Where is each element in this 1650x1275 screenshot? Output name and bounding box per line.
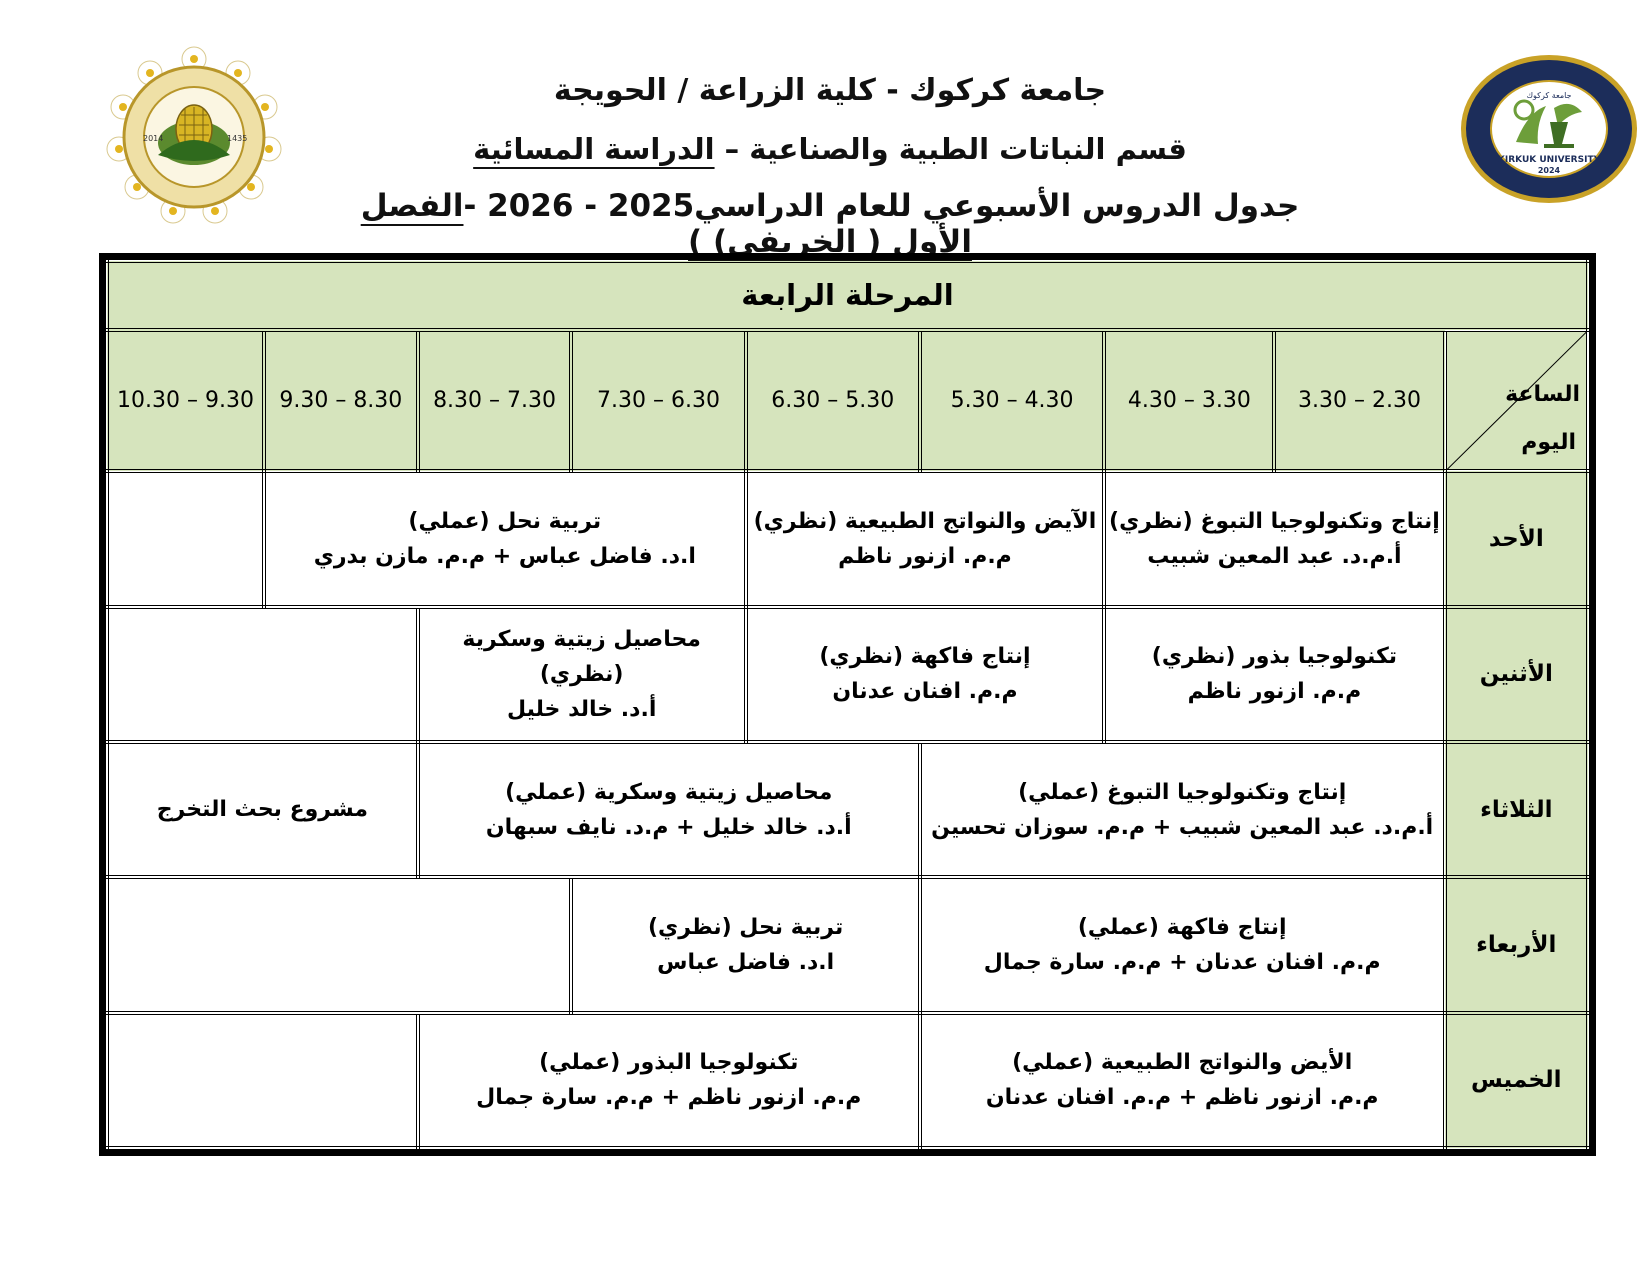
course-teacher: ا.د. فاضل عباس + م.م. مازن بدري bbox=[313, 543, 696, 569]
course-cell bbox=[920, 877, 1445, 1012]
course-cell bbox=[418, 1013, 920, 1148]
course-teacher: م.م. افنان عدنان bbox=[832, 679, 1018, 705]
empty-cell bbox=[107, 607, 418, 742]
course-cell bbox=[1104, 471, 1444, 606]
day-wednesday: الأربعاء bbox=[1445, 877, 1588, 1012]
day-tuesday: الثلاثاء bbox=[1445, 742, 1588, 877]
course-teacher: م.م. ازنور ناظم + م.م. سارة جمال bbox=[476, 1085, 862, 1111]
course-cell bbox=[418, 742, 920, 877]
seal-year-left: 2014 bbox=[143, 134, 164, 143]
course-title: تربية نحل (نظري) bbox=[648, 914, 844, 940]
stage-title: المرحلة الرابعة bbox=[107, 261, 1588, 330]
course-cell bbox=[107, 742, 418, 877]
course-cell bbox=[1104, 607, 1444, 742]
course-title: تكنولوجيا البذور (عملي) bbox=[539, 1050, 799, 1076]
time-slot: 5.30 – 4.30 bbox=[920, 330, 1104, 472]
college-seal-icon bbox=[1458, 52, 1640, 206]
department-seal-icon bbox=[103, 45, 285, 225]
course-title: إنتاج فاكهة (نظري) bbox=[819, 644, 1031, 670]
time-slot: 8.30 – 7.30 bbox=[418, 330, 572, 472]
seal-year-right: 1435 bbox=[227, 134, 248, 143]
day-monday: الأثنين bbox=[1445, 607, 1588, 742]
course-teacher: م.م. ازنور ناظم bbox=[838, 543, 1012, 569]
college-univ-ar: جامعة كركوك bbox=[1526, 91, 1572, 100]
college-univ-en: KIRKUK UNIVERSITY bbox=[1497, 155, 1601, 165]
time-slot: 6.30 – 5.30 bbox=[746, 330, 920, 472]
empty-cell bbox=[107, 1013, 418, 1148]
course-cell bbox=[746, 471, 1105, 606]
semester: الفصل الأول ( الخريفي) ) bbox=[360, 188, 972, 260]
course-title: الآيض والنواتج الطبيعية (نظري) bbox=[753, 508, 1097, 534]
empty-cell bbox=[107, 471, 264, 606]
course-cell bbox=[418, 607, 746, 742]
academic-year: جدول الدروس الأسبوعي للعام الدراسي2025 - 2026 - bbox=[463, 188, 1300, 224]
department-name: قسم النباتات الطبية والصناعية – bbox=[714, 132, 1187, 166]
time-slot: 9.30 – 8.30 bbox=[264, 330, 418, 472]
course-teacher: م.م. افنان عدنان + م.م. سارة جمال bbox=[983, 949, 1381, 975]
college-logo bbox=[1458, 52, 1640, 206]
course-cell bbox=[264, 471, 746, 606]
course-title: إنتاج وتكنولوجيا التبوغ (نظري) bbox=[1109, 508, 1440, 534]
course-title: تكنولوجيا بذور (نظري) bbox=[1151, 644, 1398, 670]
course-teacher: أ.د. خالد خليل bbox=[506, 696, 657, 722]
course-teacher: أ.م.د. عبد المعين شبيب bbox=[1147, 543, 1402, 569]
course-cell bbox=[920, 1013, 1445, 1148]
course-cell bbox=[746, 607, 1105, 742]
time-slot: 10.30 – 9.30 bbox=[107, 330, 264, 472]
study-type: الدراسة المسائية bbox=[473, 132, 715, 166]
course-cell bbox=[920, 742, 1445, 877]
empty-cell bbox=[107, 877, 571, 1012]
department-title bbox=[330, 132, 1330, 166]
department-logo bbox=[103, 45, 285, 225]
schedule-title bbox=[330, 188, 1330, 260]
corner-day-label: اليوم bbox=[1521, 430, 1576, 456]
course-title: محاصيل زيتية وسكرية bbox=[462, 626, 701, 652]
course-subtitle: (نظري) bbox=[539, 661, 624, 687]
day-sunday: الأحد bbox=[1445, 471, 1588, 606]
course-title: إنتاج وتكنولوجيا التبوغ (عملي) bbox=[1018, 779, 1347, 805]
time-slot: 3.30 – 2.30 bbox=[1274, 330, 1444, 472]
course-cell bbox=[571, 877, 919, 1012]
course-teacher: أ.م.د. عبد المعين شبيب + م.م. سوزان تحسين bbox=[931, 814, 1434, 840]
course-title: مشروع بحث التخرج bbox=[156, 797, 368, 823]
course-teacher: م.م. ازنور ناظم + م.م. افنان عدنان bbox=[985, 1085, 1379, 1111]
course-teacher: م.م. ازنور ناظم bbox=[1187, 679, 1362, 705]
college-year: 2024 bbox=[1537, 166, 1561, 175]
corner-header bbox=[1445, 330, 1588, 472]
course-title: إنتاج فاكهة (عملي) bbox=[1077, 914, 1287, 940]
course-teacher: ا.د. فاضل عباس bbox=[657, 949, 835, 975]
course-title: محاصيل زيتية وسكرية (عملي) bbox=[505, 779, 833, 805]
day-thursday: الخميس bbox=[1445, 1013, 1588, 1148]
university-college-title: جامعة كركوك - كلية الزراعة / الحويجة bbox=[553, 73, 1107, 108]
course-teacher: أ.د. خالد خليل + م.د. نايف سبهان bbox=[485, 814, 852, 840]
course-title: تربية نحل (عملي) bbox=[408, 508, 602, 534]
time-slot: 7.30 – 6.30 bbox=[571, 330, 745, 472]
corner-hour-label: الساعة bbox=[1505, 381, 1580, 407]
course-title: الأيض والنواتج الطبيعية (عملي) bbox=[1012, 1050, 1353, 1076]
time-slot: 4.30 – 3.30 bbox=[1104, 330, 1274, 472]
schedule-table bbox=[105, 259, 1590, 1150]
